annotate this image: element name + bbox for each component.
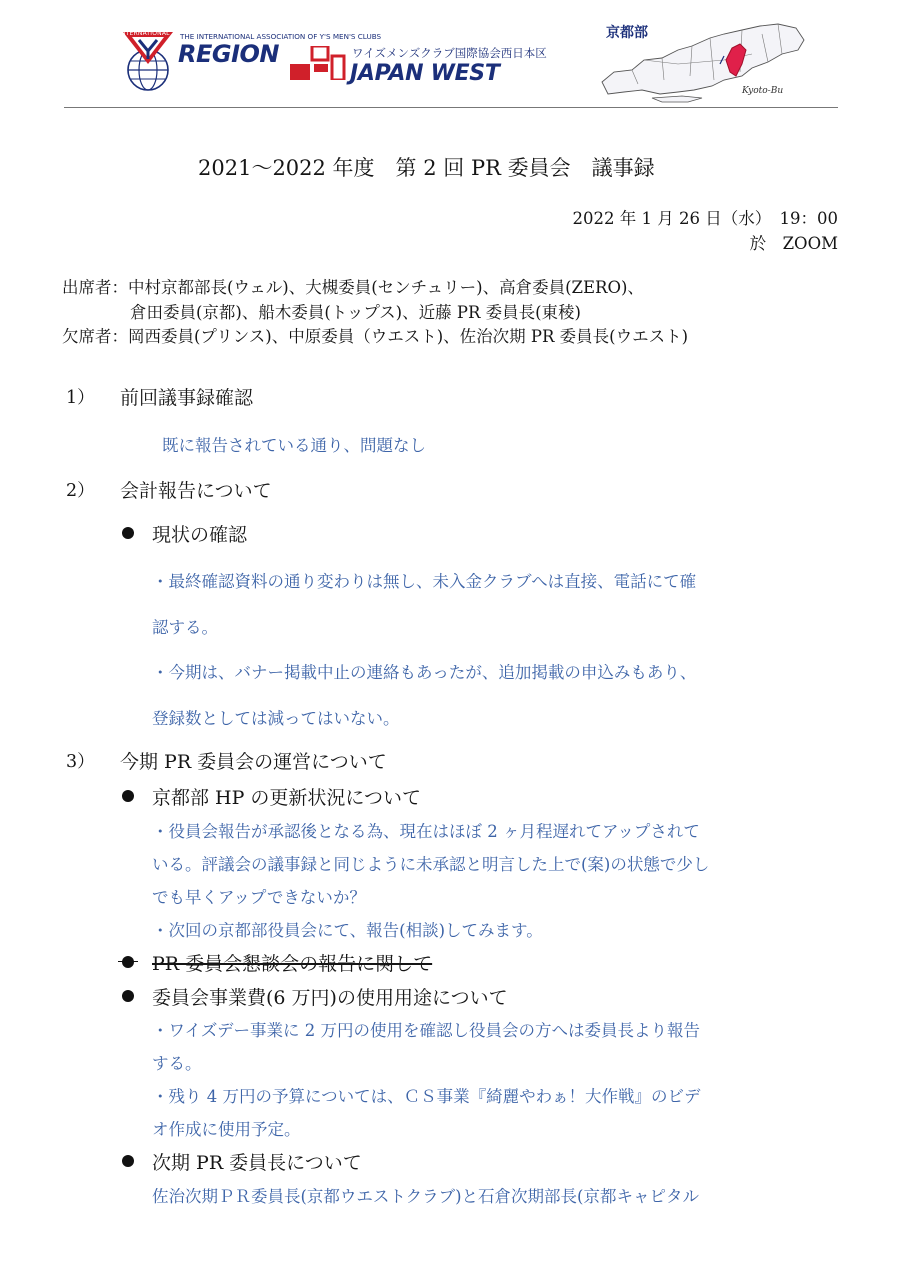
s3-bullet-1-title: 京都部 HP の更新状況について [152,787,422,809]
section-1-heading: 前回議事録確認 [120,387,254,409]
s3-bullet-2-title: PR 委員会懇談会の報告に関して [152,953,433,975]
section-3-heading: 今期 PR 委員会の運営について [120,751,387,773]
section-1-body: 既に報告されている通り、問題なし [162,436,426,455]
section-3-number: 3） [66,752,95,772]
section-2-heading: 会計報告について [120,480,272,502]
s3-b1-line1: ・役員会報告が承認後となる為、現在はほぼ 2 ヶ月程遅れてアップされて [152,822,700,841]
s3-b3-line2: する。 [152,1054,202,1073]
kyoto-map [592,20,812,104]
region-mark-icon [290,46,352,80]
section-1-number: 1） [66,388,95,408]
bullet-icon [122,527,134,539]
document-title: 2021～2022 年度 第 2 回 PR 委員会 議事録 [198,156,655,180]
s3-b3-line3: ・残り 4 万円の予算については、ＣＳ事業『綺麗やわぁ！大作戦』のビデ [152,1087,701,1106]
s3-b1-line2: いる。評議会の議事録と同じように未承認と明言した上で(案)の状態で少し [152,855,710,874]
s2-b1-para2-line2: 登録数としては減ってはいない。 [152,709,400,728]
attendees-line-1: 出席者：中村京都部長(ウェル)、大槻委員(センチュリー)、高倉委員(ZERO)、 [62,278,644,297]
map-title: 京都部 [606,25,648,41]
region-wordmark: REGION [178,40,279,68]
section-2-number: 2） [66,481,95,501]
s2-b1-para2-line1: ・今期は、バナー掲載中止の連絡もあったが、追加掲載の申込みもあり、 [152,663,697,682]
s3-bullet-3-title: 委員会事業費(6 万円)の使用用途について [152,987,508,1009]
ys-emblem-icon [118,30,178,92]
s2-b1-para1-line1: ・最終確認資料の通り変わりは無し、未入金クラブへは直接、電話にて確 [152,572,697,591]
attendees-line-2: 倉田委員(京都)、船木委員(トップス)、近藤 PR 委員長(東稜) [130,303,581,322]
s3-bullet-4-title: 次期 PR 委員長について [152,1152,362,1174]
strike-mark [118,961,138,962]
s2-bullet-1-title: 現状の確認 [152,524,248,546]
meeting-date: 2022 年 1 月 26 日（水） 19：00 [572,209,838,228]
s3-b1-line4: ・次回の京都部役員会にて、報告(相談)してみます。 [152,921,543,940]
bullet-icon [122,990,134,1002]
japan-west-wordmark: JAPAN WEST [350,61,500,86]
jp-assoc-name: ワイズメンズクラブ国際協会西日本区 [352,46,547,60]
s3-b1-line3: でも早くアップできないか？ [152,888,366,907]
s3-b3-line4: オ作成に使用予定。 [152,1120,301,1139]
bullet-icon [122,790,134,802]
assoc-name: THE INTERNATIONAL ASSOCIATION OF Y'S MEN'S CLUBS [180,32,382,41]
s2-b1-para1-line2: 認する。 [152,618,218,637]
s3-b4-line1: 佐治次期ＰＲ委員長(京都ウエストクラブ)と石倉次期部長(京都キャピタル [152,1187,699,1206]
s3-b3-line1: ・ワイズデー事業に 2 万円の使用を確認し役員会の方へは委員長より報告 [152,1021,700,1040]
map-caption: Kyoto-Bu [742,86,784,96]
absentees-line: 欠席者：岡西委員(プリンス)、中原委員（ウエスト)、佐治次期 PR 委員長(ウエスト) [62,327,689,346]
bullet-icon [122,956,134,968]
header-divider [64,107,838,108]
meeting-venue: 於 ZOOM [749,234,838,253]
emblem-label: INTERNATIONAL [119,30,170,37]
ys-men-logo [118,28,547,94]
bullet-icon [122,1155,134,1167]
